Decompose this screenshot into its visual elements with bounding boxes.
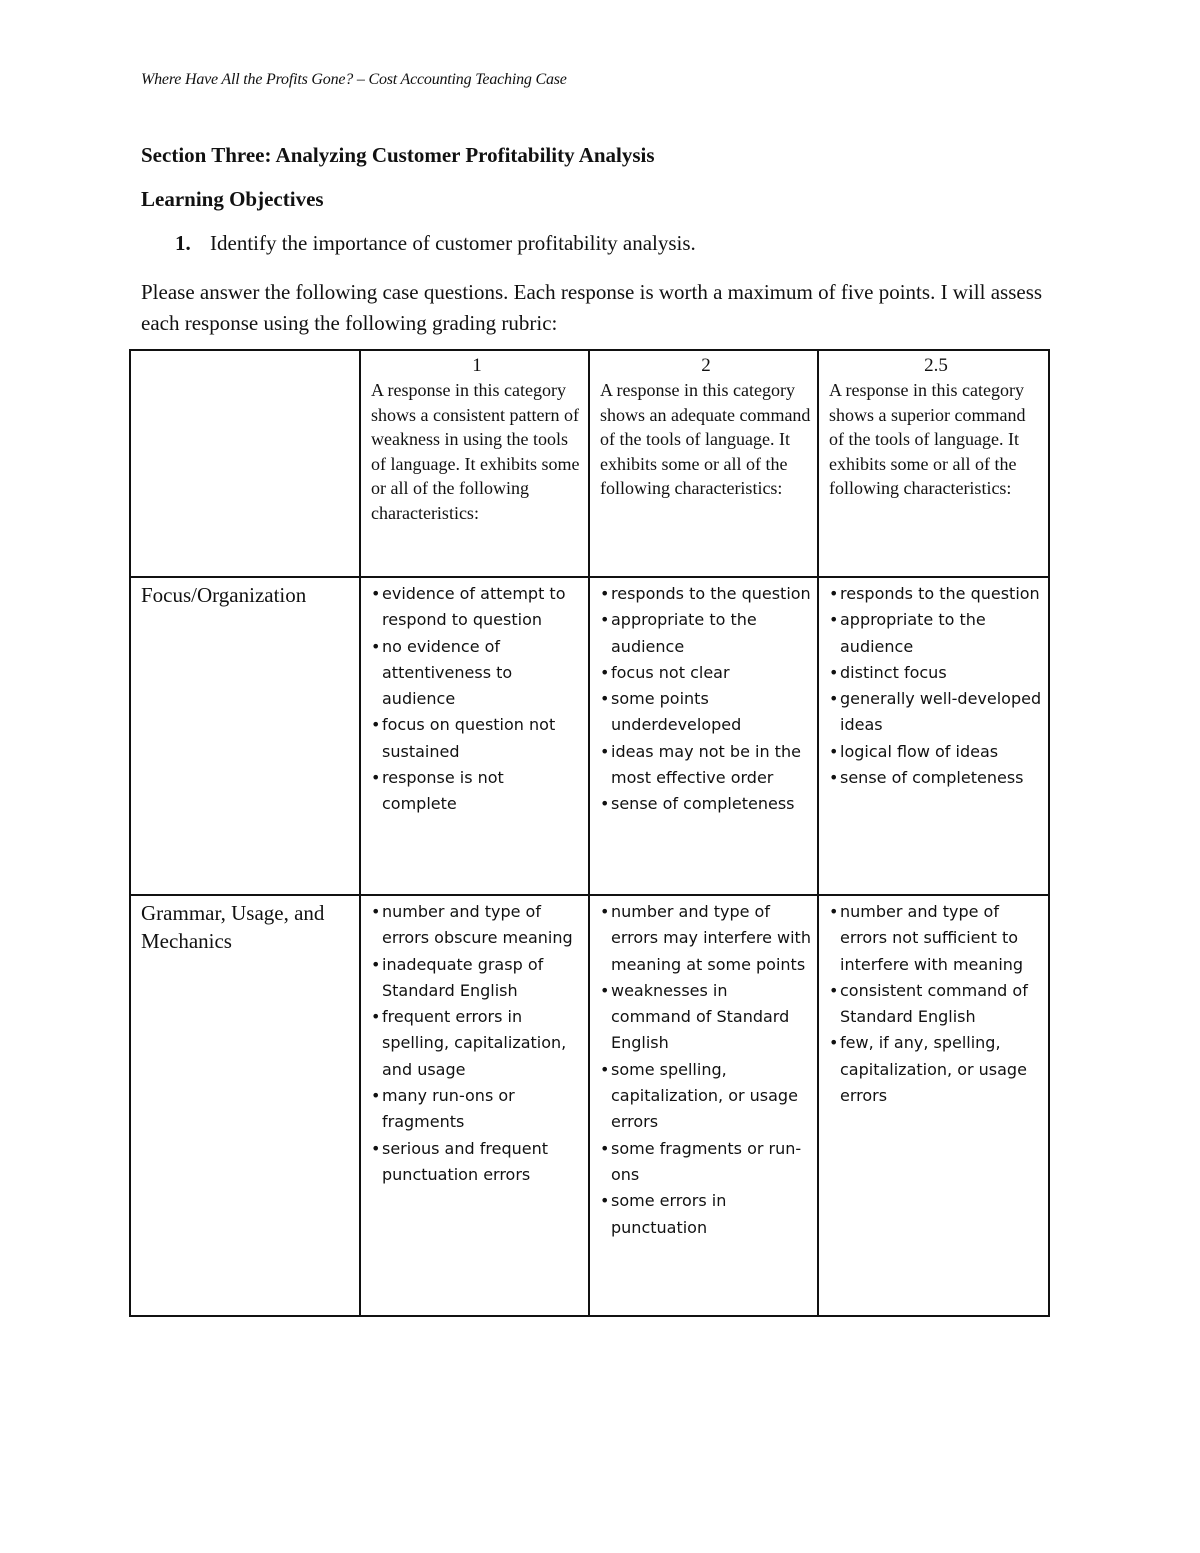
characteristic-item xyxy=(600,791,812,817)
rubric-cell xyxy=(360,577,589,895)
characteristic-item xyxy=(600,1136,812,1189)
rubric-row-grammar-usage-mechanics xyxy=(130,895,1049,1316)
rubric-score-column-2 xyxy=(589,350,818,577)
characteristic-item xyxy=(371,765,583,818)
characteristic-text: frequent errors in spelling, capitalization, and usage xyxy=(382,1007,567,1079)
characteristic-text: inadequate grasp of Standard English xyxy=(382,954,544,1000)
characteristic-text: some points underdeveloped xyxy=(611,689,742,735)
characteristic-text: focus on question not sustained xyxy=(382,715,556,761)
characteristic-text: logical flow of ideas xyxy=(840,741,999,761)
score-description: A response in this category shows an adequate command of the tools of language. It exhibits some or all of the following characteristics: xyxy=(600,380,811,499)
characteristics-list xyxy=(371,899,583,1188)
bullet-glyph: • xyxy=(371,1086,381,1106)
characteristic-text: appropriate to the audience xyxy=(840,610,986,656)
bullet-glyph: • xyxy=(829,689,839,709)
objective-number: 1. xyxy=(175,231,191,255)
characteristics-list xyxy=(600,899,812,1241)
characteristic-item xyxy=(371,712,583,765)
characteristic-item xyxy=(829,607,1043,660)
characteristic-text: many run-ons or fragments xyxy=(382,1086,515,1132)
bullet-glyph: • xyxy=(371,768,381,788)
characteristic-text: consistent command of Standard English xyxy=(840,980,1028,1027)
characteristic-item xyxy=(371,1083,583,1136)
characteristic-text: weaknesses in command of Standard English xyxy=(611,980,790,1053)
characteristic-item xyxy=(600,1188,812,1241)
score-label: 2.5 xyxy=(924,355,948,376)
section-title: Section Three: Analyzing Customer Profitability Analysis xyxy=(141,143,655,167)
rubric-cell xyxy=(589,577,818,895)
bullet-glyph: • xyxy=(829,662,839,682)
bullet-glyph: • xyxy=(829,1033,839,1053)
bullet-glyph: • xyxy=(600,610,610,630)
bullet-glyph: • xyxy=(600,1191,610,1211)
characteristic-item xyxy=(829,899,1043,978)
bullet-glyph: • xyxy=(371,1138,381,1158)
characteristics-list xyxy=(829,899,1043,1109)
characteristic-item xyxy=(371,581,583,634)
characteristic-item xyxy=(600,899,812,978)
bullet-glyph: • xyxy=(600,741,610,761)
characteristic-item xyxy=(371,899,583,952)
rubric-score-column-1 xyxy=(360,350,589,577)
rubric-header-row xyxy=(130,350,1049,577)
rubric-cell xyxy=(818,895,1049,1316)
characteristic-text: no evidence of attentiveness to audience xyxy=(382,636,513,709)
characteristic-text: response is not complete xyxy=(382,768,504,814)
characteristic-text: distinct focus xyxy=(840,662,947,682)
rubric-cell xyxy=(818,577,1049,895)
characteristic-item xyxy=(371,634,583,713)
rubric-row-focus-organization xyxy=(130,577,1049,895)
characteristics-list xyxy=(829,581,1043,791)
criterion-label: Grammar, Usage, and Mechanics xyxy=(130,895,360,1316)
characteristic-text: number and type of errors may interfere with meaning at some points xyxy=(611,902,811,974)
characteristic-item xyxy=(829,686,1043,739)
bullet-glyph: • xyxy=(829,902,839,921)
characteristic-text: number and type of errors not sufficient to interfere with meaning xyxy=(840,902,1024,974)
bullet-glyph: • xyxy=(829,610,839,630)
characteristic-text: generally well-developed ideas xyxy=(840,689,1042,735)
rubric-corner-cell xyxy=(130,350,360,577)
characteristic-item xyxy=(600,660,812,686)
bullet-glyph: • xyxy=(371,584,381,603)
bullet-glyph: • xyxy=(829,584,839,603)
characteristic-item xyxy=(829,978,1043,1031)
bullet-glyph: • xyxy=(600,980,610,1000)
bullet-glyph: • xyxy=(829,741,839,761)
objective-item xyxy=(175,231,696,256)
bullet-glyph: • xyxy=(600,902,610,921)
characteristic-text: responds to the question xyxy=(840,584,1040,603)
characteristic-text: focus not clear xyxy=(611,662,730,682)
characteristic-item xyxy=(829,765,1043,791)
characteristic-text: some fragments or run-ons xyxy=(611,1138,802,1184)
characteristic-text: few, if any, spelling, capitalization, or usage errors xyxy=(840,1033,1027,1106)
characteristic-text: serious and frequent punctuation errors xyxy=(382,1138,548,1184)
bullet-glyph: • xyxy=(371,715,381,735)
characteristic-text: some spelling, capitalization, or usage errors xyxy=(611,1059,798,1132)
bullet-glyph: • xyxy=(829,980,839,1000)
bullet-glyph: • xyxy=(371,902,381,921)
bullet-glyph: • xyxy=(829,768,839,788)
intro-paragraph: Please answer the following case questions. Each response is worth a maximum of five points. I will assess each response using the following grading rubric: xyxy=(141,280,1043,335)
bullet-glyph: • xyxy=(371,954,381,974)
characteristics-list xyxy=(371,581,583,818)
bullet-glyph: • xyxy=(600,689,610,709)
criterion-label: Focus/Organization xyxy=(130,577,360,895)
bullet-glyph: • xyxy=(371,636,381,656)
characteristic-item xyxy=(829,660,1043,686)
characteristic-item xyxy=(371,952,583,1005)
score-description: A response in this category shows a superior command of the tools of language. It exhibits some or all of the following characteristics: xyxy=(829,380,1026,499)
bullet-glyph: • xyxy=(600,794,610,814)
bullet-glyph: • xyxy=(600,662,610,682)
characteristic-item xyxy=(371,1136,583,1189)
score-label: 1 xyxy=(472,355,482,376)
learning-objectives-heading: Learning Objectives xyxy=(141,187,324,211)
characteristic-item xyxy=(600,607,812,660)
running-header: Where Have All the Profits Gone? – Cost Accounting Teaching Case xyxy=(141,71,567,88)
objective-text: Identify the importance of customer profitability analysis. xyxy=(210,231,696,255)
grading-rubric-table xyxy=(129,349,1050,1317)
bullet-glyph: • xyxy=(600,584,610,603)
characteristic-text: some errors in punctuation xyxy=(611,1191,727,1237)
characteristic-item xyxy=(600,1057,812,1136)
characteristic-item xyxy=(829,1030,1043,1109)
characteristic-item xyxy=(829,739,1043,765)
bullet-glyph: • xyxy=(371,1007,381,1027)
bullet-glyph: • xyxy=(600,1059,610,1079)
score-label: 2 xyxy=(701,355,711,376)
characteristic-item xyxy=(829,581,1043,607)
characteristic-text: number and type of errors obscure meaning xyxy=(382,902,573,948)
rubric-cell xyxy=(360,895,589,1316)
rubric-score-column-3 xyxy=(818,350,1049,577)
characteristic-text: ideas may not be in the most effective order xyxy=(611,741,801,788)
characteristic-item xyxy=(600,978,812,1057)
score-description: A response in this category shows a consistent pattern of weakness in using the tools of language. It exhibits some or all of the following characteristics: xyxy=(371,380,580,523)
rubric-cell xyxy=(589,895,818,1316)
characteristic-text: sense of completeness xyxy=(611,794,795,814)
characteristic-item xyxy=(600,686,812,739)
characteristics-list xyxy=(600,581,812,818)
characteristic-text: responds to the question xyxy=(611,584,811,603)
characteristic-item xyxy=(600,581,812,607)
characteristic-item xyxy=(371,1004,583,1083)
characteristic-text: appropriate to the audience xyxy=(611,610,757,656)
characteristic-text: evidence of attempt to respond to question xyxy=(382,584,566,630)
bullet-glyph: • xyxy=(600,1138,610,1158)
characteristic-item xyxy=(600,739,812,792)
characteristic-text: sense of completeness xyxy=(840,768,1024,788)
